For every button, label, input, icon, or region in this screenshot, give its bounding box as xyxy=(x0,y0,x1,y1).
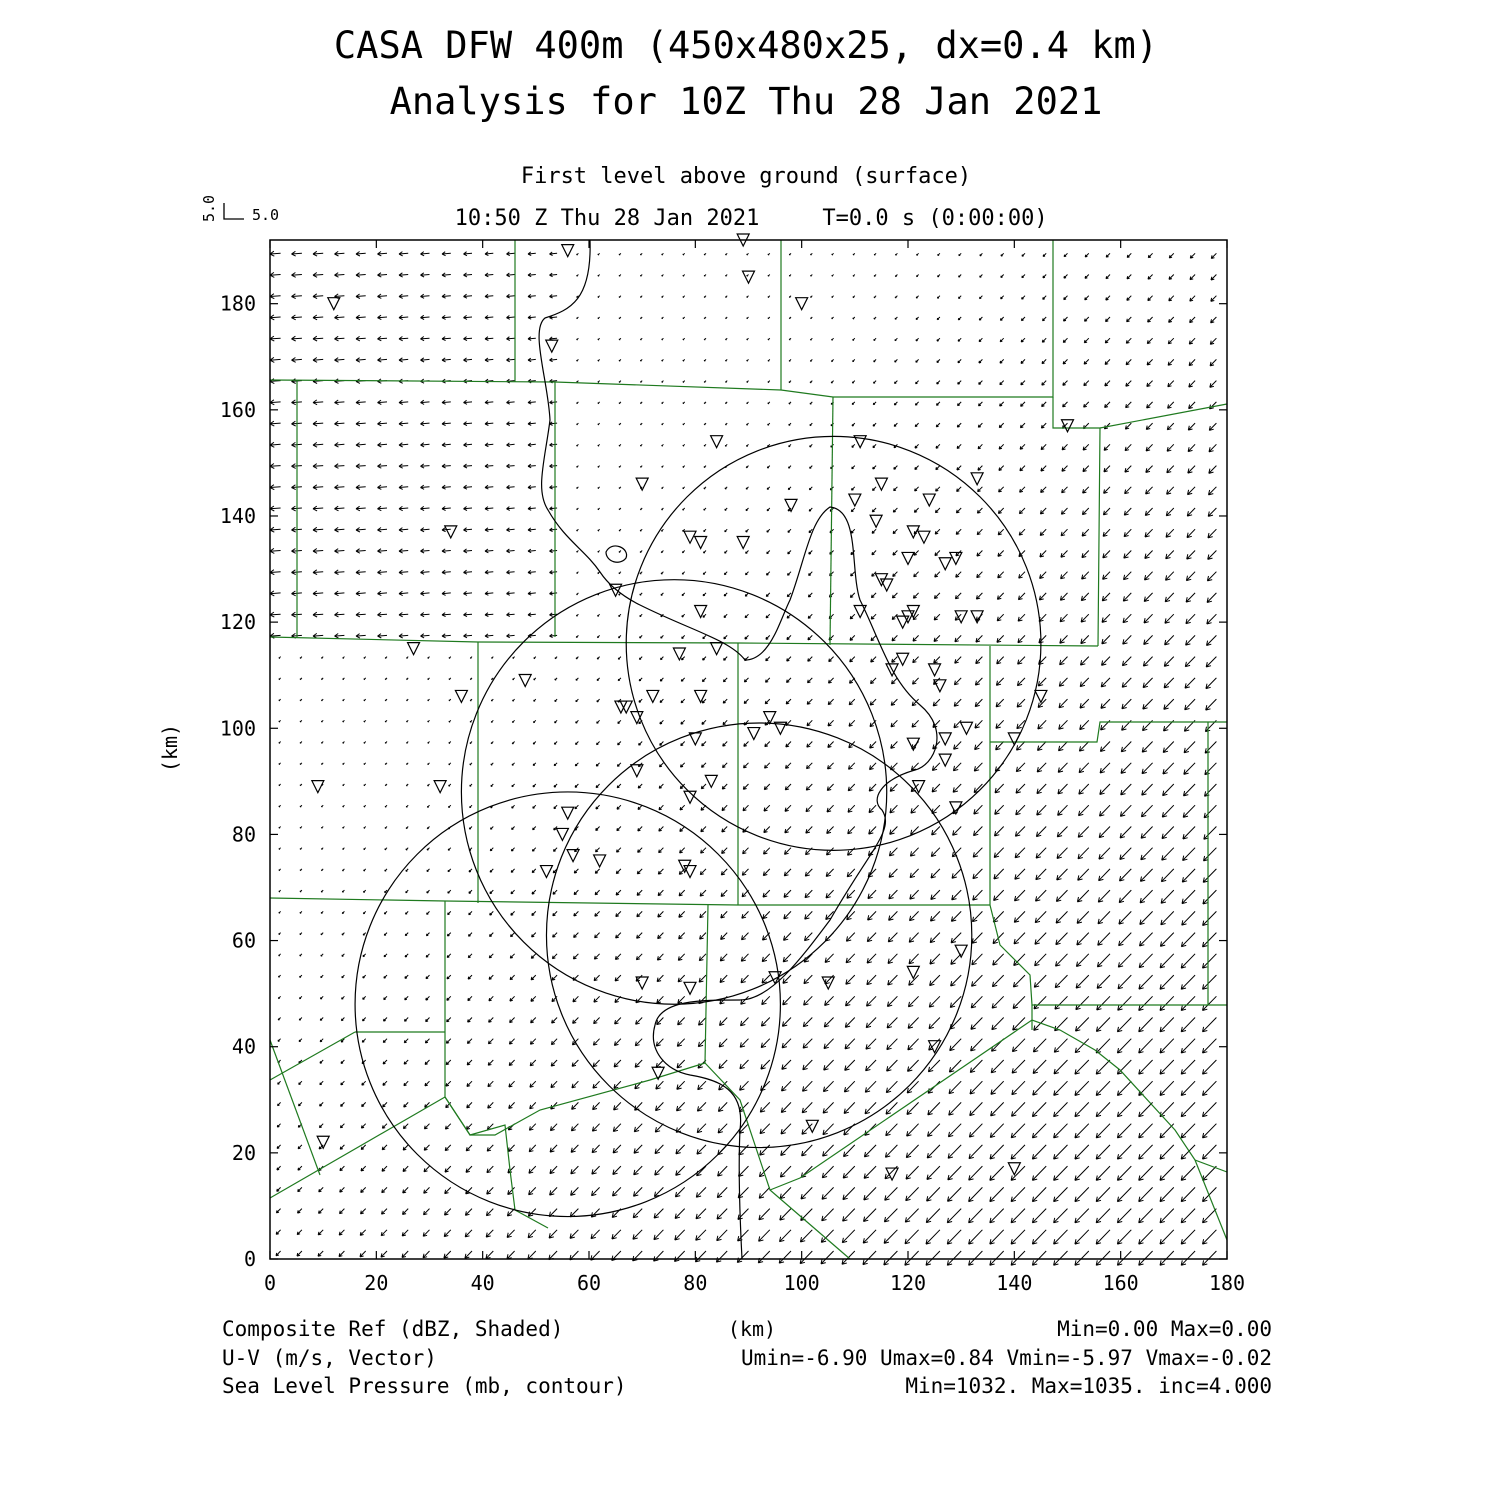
y-tick-label: 180 xyxy=(219,291,256,316)
station-marker-icon xyxy=(897,616,909,628)
county-boundary-line xyxy=(445,1097,548,1228)
county-boundary-line xyxy=(830,397,833,645)
county-boundary-line xyxy=(270,637,1098,646)
field1-name: Composite Ref (dBZ, Shaded) xyxy=(222,1317,564,1341)
station-marker-icon xyxy=(636,478,648,490)
field3-name: Sea Level Pressure (mb, contour) xyxy=(222,1374,627,1398)
station-marker-icon xyxy=(546,340,558,352)
station-marker-icon xyxy=(519,675,531,687)
y-tick-label: 20 xyxy=(231,1140,256,1165)
station-marker-icon xyxy=(806,1120,818,1132)
station-marker-icon xyxy=(567,850,579,862)
station-marker-icon xyxy=(939,558,951,570)
radar-range-rings xyxy=(355,436,1041,1216)
forecast-time: T=0.0 s (0:00:00) xyxy=(822,206,1048,231)
station-marker-icon xyxy=(684,866,696,878)
y-axis-label: (km) xyxy=(158,723,182,773)
station-marker-icon xyxy=(317,1136,329,1148)
y-axis-ticks xyxy=(220,292,1227,1271)
x-tick-label: 160 xyxy=(1102,1271,1139,1295)
station-marker-icon xyxy=(445,526,457,538)
station-marker-icon xyxy=(711,436,723,448)
station-marker-icon xyxy=(328,298,340,310)
county-boundary-line xyxy=(990,722,1227,742)
station-marker-icon xyxy=(737,537,749,549)
station-marker-icon xyxy=(455,690,467,702)
station-marker-icon xyxy=(971,473,983,485)
x-tick-label: 140 xyxy=(996,1271,1033,1295)
vector-reference-u-label: 5.0 xyxy=(252,206,280,224)
county-boundaries xyxy=(270,240,1227,1259)
station-marker-icon xyxy=(684,982,696,994)
level-subtitle: First level above ground (surface) xyxy=(520,164,972,189)
vector-reference-arrow xyxy=(224,203,244,219)
y-tick-label: 60 xyxy=(231,928,256,953)
county-boundary-line xyxy=(270,1040,320,1175)
station-marker-icon xyxy=(918,531,930,543)
title-line-1: CASA DFW 400m (450x480x25, dx=0.4 km) xyxy=(333,24,1159,67)
x-tick-label: 180 xyxy=(1208,1271,1246,1295)
vector-reference-key xyxy=(200,195,279,224)
plot-frame xyxy=(270,240,1227,1259)
y-tick-label: 80 xyxy=(231,822,256,847)
station-marker-icon xyxy=(408,643,420,655)
x-tick-label: 80 xyxy=(683,1271,708,1295)
station-marker-icon xyxy=(796,298,808,310)
station-marker-icon xyxy=(312,781,324,793)
station-marker-icon xyxy=(929,1041,941,1053)
station-marker-icon xyxy=(631,765,643,777)
station-marker-icon xyxy=(849,494,861,506)
county-boundary-line xyxy=(990,646,1227,1005)
station-marker-icon xyxy=(705,775,717,787)
x-tick-label: 0 xyxy=(263,1271,277,1295)
station-marker-icon xyxy=(939,754,951,766)
station-marker-icon xyxy=(854,606,866,618)
x-tick-label: 20 xyxy=(364,1271,389,1295)
x-tick-label: 100 xyxy=(783,1271,820,1295)
station-markers xyxy=(312,234,1074,1180)
station-marker-icon xyxy=(939,733,951,745)
station-marker-icon xyxy=(960,722,972,734)
field2-name: U-V (m/s, Vector) xyxy=(222,1346,437,1370)
field1-stats: Min=0.00 Max=0.00 xyxy=(1057,1317,1272,1341)
station-marker-icon xyxy=(434,781,446,793)
station-marker-icon xyxy=(907,526,919,538)
y-tick-label: 40 xyxy=(231,1034,256,1059)
wind-vectors xyxy=(270,251,1216,1265)
y-tick-label: 0 xyxy=(243,1247,256,1271)
wind-vector-field xyxy=(270,251,1216,1265)
station-marker-icon xyxy=(881,579,893,591)
station-marker-icon xyxy=(695,537,707,549)
county-boundary-line xyxy=(770,1020,1227,1190)
y-tick-label: 160 xyxy=(219,397,256,422)
station-marker-icon xyxy=(748,728,760,740)
x-tick-label: 40 xyxy=(470,1271,495,1295)
station-marker-icon xyxy=(647,690,659,702)
x-axis-label: (km) xyxy=(727,1317,777,1341)
x-tick-label: 120 xyxy=(889,1271,927,1295)
station-marker-icon xyxy=(562,807,574,819)
y-tick-label: 120 xyxy=(219,610,256,635)
station-marker-icon xyxy=(870,515,882,527)
station-marker-icon xyxy=(556,828,568,840)
field2-stats: Umin=-6.90 Umax=0.84 Vmin=-5.97 Vmax=-0.02 xyxy=(740,1346,1272,1370)
title-line-2: Analysis for 10Z Thu 28 Jan 2021 xyxy=(389,80,1103,123)
station-marker-icon xyxy=(955,611,967,623)
valid-time: 10:50 Z Thu 28 Jan 2021 xyxy=(454,206,760,231)
county-boundary-line xyxy=(1053,397,1100,646)
station-marker-icon xyxy=(875,478,887,490)
station-marker-icon xyxy=(562,245,574,257)
radar-range-ring xyxy=(546,723,971,1148)
x-tick-label: 60 xyxy=(576,1271,602,1295)
vector-reference-v-label: 5.0 xyxy=(200,194,218,222)
y-tick-label: 100 xyxy=(219,716,256,741)
station-marker-icon xyxy=(785,499,797,511)
station-marker-icon xyxy=(902,552,914,564)
county-boundary-line xyxy=(270,898,990,905)
radar-range-ring xyxy=(355,792,780,1217)
station-marker-icon xyxy=(923,494,935,506)
station-marker-icon xyxy=(743,271,755,283)
station-marker-icon xyxy=(711,643,723,655)
station-marker-icon xyxy=(540,866,552,878)
station-marker-icon xyxy=(684,531,696,543)
county-boundary-line xyxy=(1100,404,1227,428)
station-marker-icon xyxy=(594,855,606,867)
station-marker-icon xyxy=(929,664,941,676)
field3-stats: Min=1032. Max=1035. inc=4.000 xyxy=(905,1374,1272,1398)
station-marker-icon xyxy=(955,945,967,957)
county-boundary-line xyxy=(445,901,708,1135)
y-tick-label: 140 xyxy=(219,503,256,528)
station-marker-icon xyxy=(1008,733,1020,745)
pressure-isobar-closed xyxy=(606,546,627,562)
